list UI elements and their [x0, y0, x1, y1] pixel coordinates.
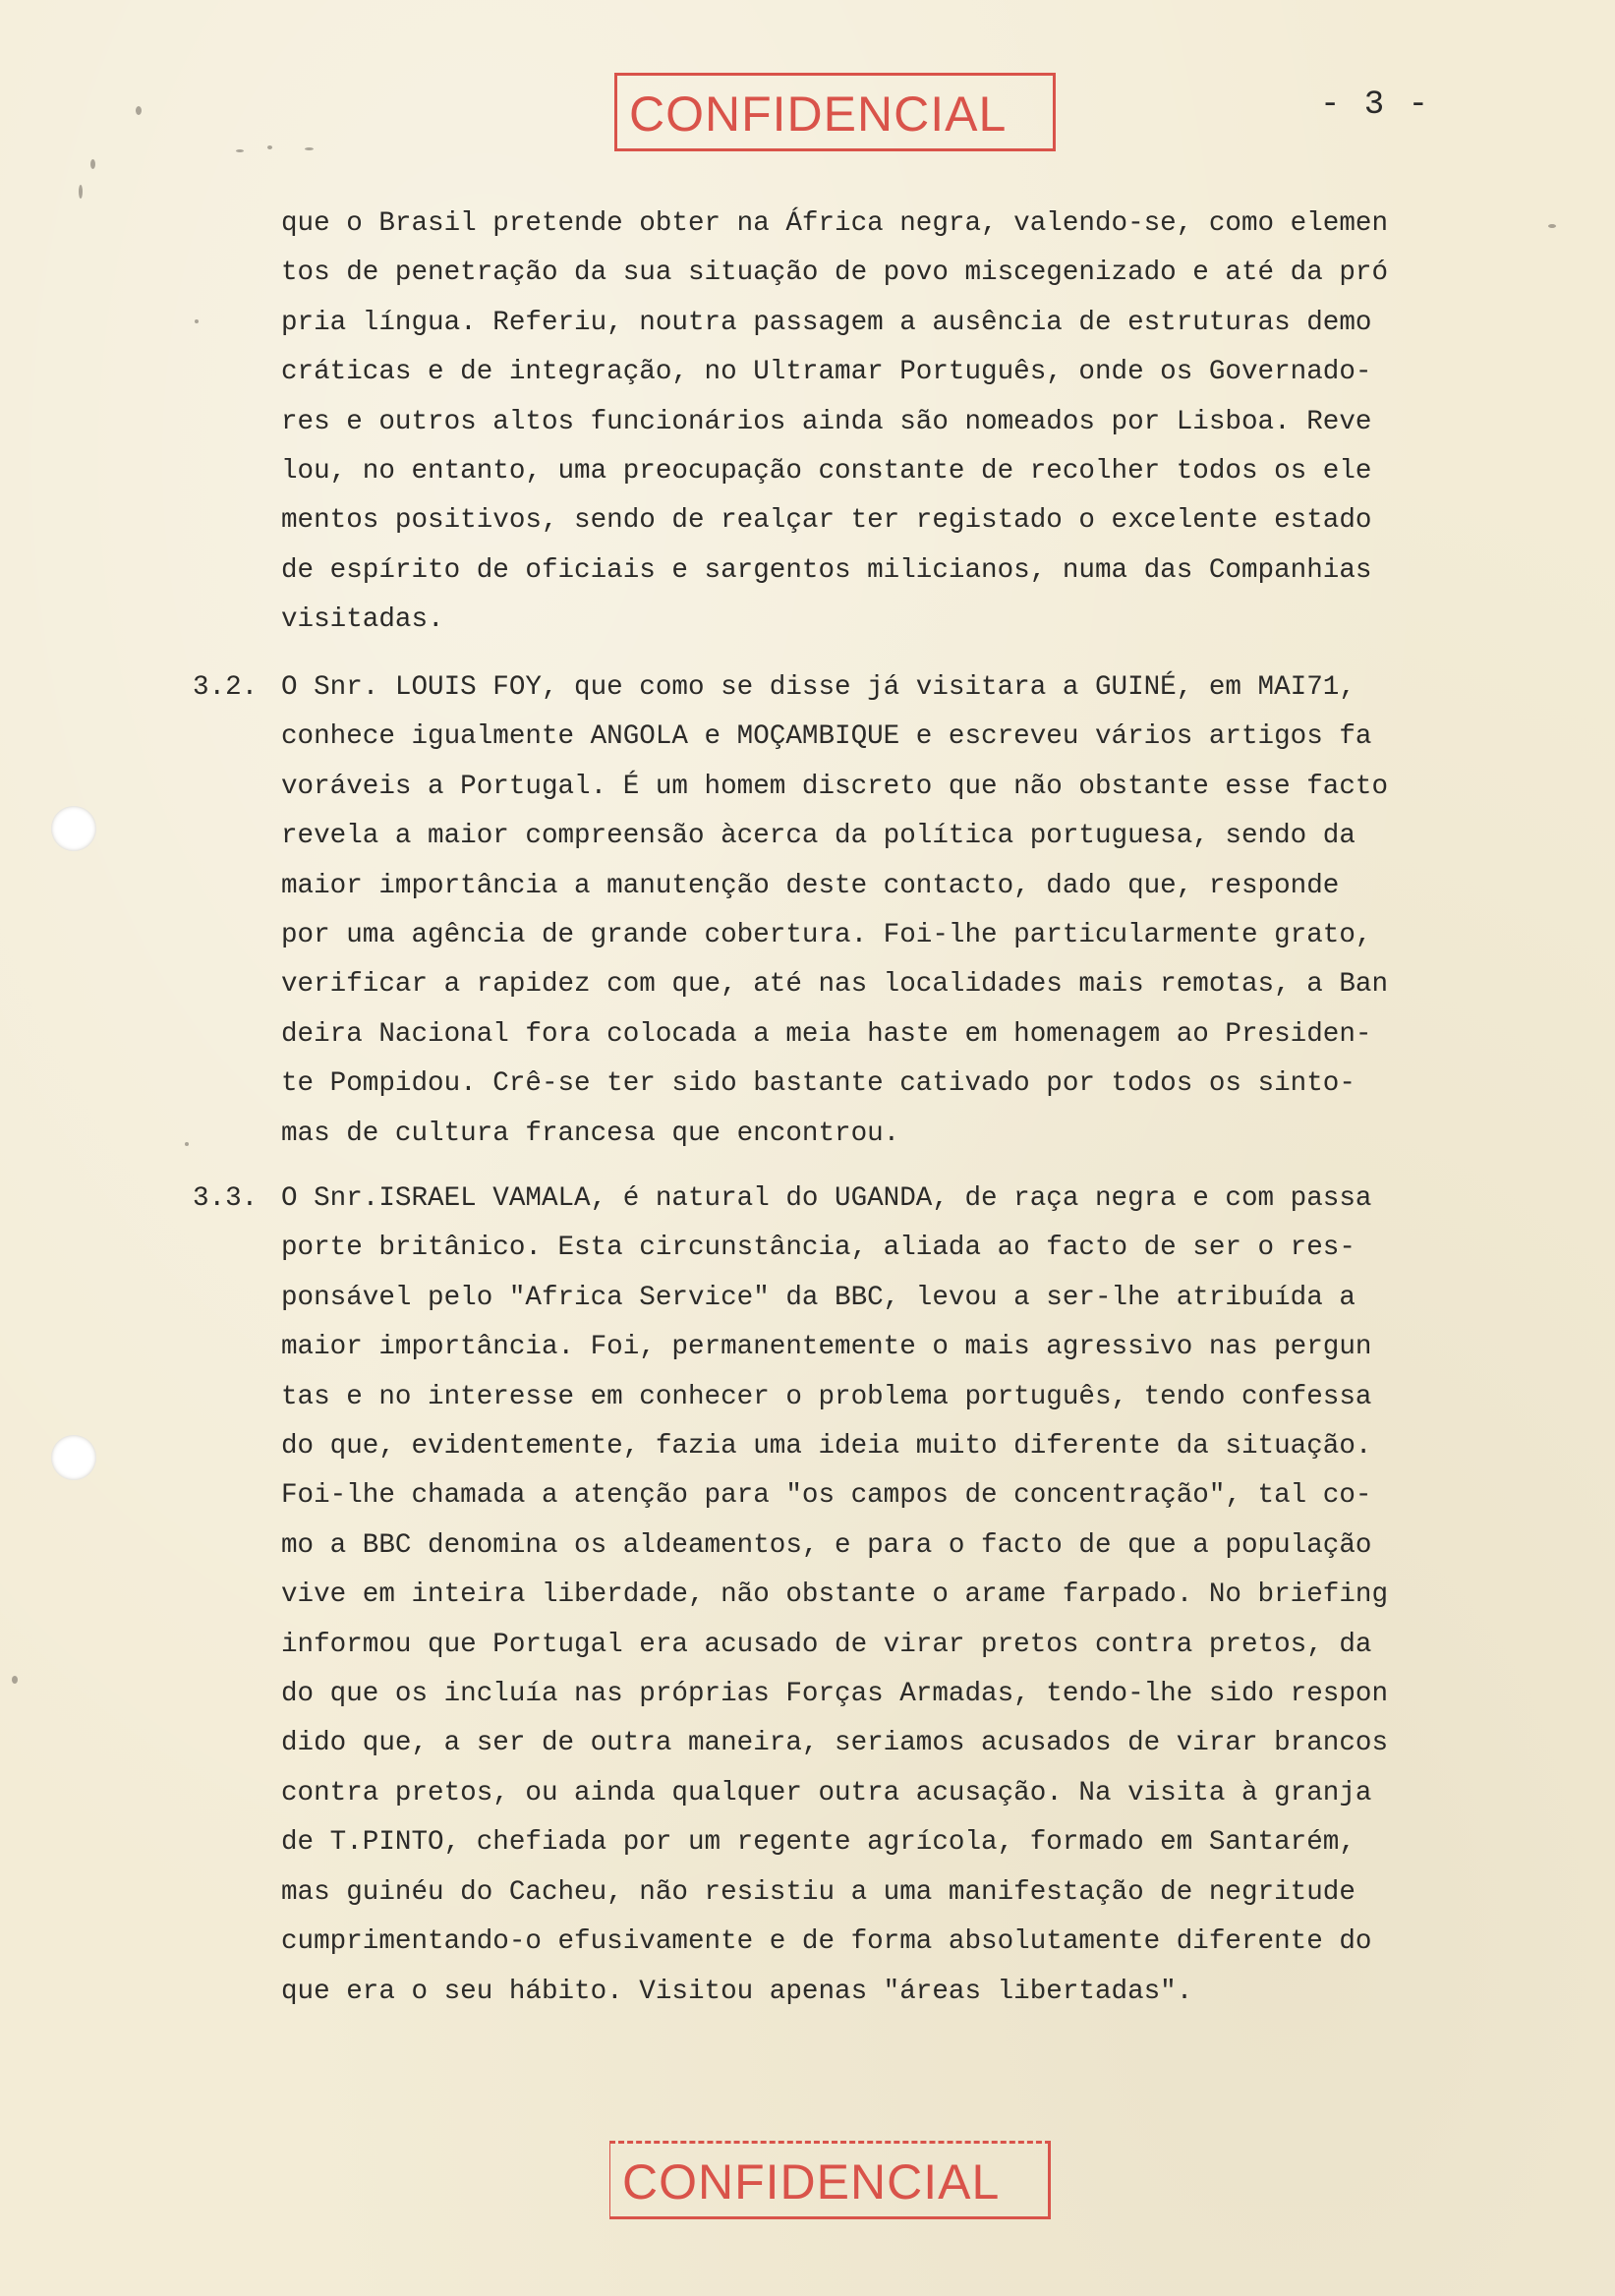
section-3-1-continued [281, 200, 1474, 646]
text-line: mentos positivos, sendo de realçar ter registado o excelente estado [281, 505, 1372, 537]
section-3-2 [281, 663, 1474, 1159]
punch-hole [51, 1435, 96, 1480]
text-line: cumprimentando-o efusivamente e de forma absolutamente diferente do [281, 1926, 1372, 1958]
text-line: porte britânico. Esta circunstância, aliada ao facto de ser o res- [281, 1233, 1355, 1264]
paper-speck [79, 185, 83, 199]
paper-speck [195, 319, 199, 323]
text-line: de T.PINTO, chefiada por um regente agrícola, formado em Santarém, [281, 1827, 1355, 1859]
paper-speck [236, 149, 244, 152]
text-line: do que, evidentemente, fazia uma ideia muito diferente da situação. [281, 1431, 1372, 1463]
text-line: que era o seu hábito. Visitou apenas "áreas libertadas". [281, 1976, 1193, 2007]
text-line: do que os incluía nas próprias Forças Armadas, tendo-lhe sido respon [281, 1679, 1389, 1710]
confidential-stamp-bottom: CONFIDENCIAL [609, 2141, 1051, 2219]
text-line: ponsável pelo "Africa Service" da BBC, levou a ser-lhe atribuída a [281, 1282, 1355, 1313]
text-line: que o Brasil pretende obter na África negra, valendo-se, como elemen [281, 208, 1389, 239]
paragraph-number-3-2: 3.2. [193, 672, 259, 703]
text-line: res e outros altos funcionários ainda são nomeados por Lisboa. Reve [281, 406, 1372, 437]
confidential-stamp-top: CONFIDENCIAL [614, 73, 1056, 151]
paper-speck [90, 159, 95, 169]
text-line: cráticas e de integração, no Ultramar Português, onde os Governado- [281, 357, 1372, 388]
text-line: de espírito de oficiais e sargentos milicianos, numa das Companhias [281, 554, 1372, 586]
paper-speck [136, 106, 142, 115]
text-line: tas e no interesse em conhecer o problema português, tendo confessa [281, 1381, 1372, 1412]
paper-speck [12, 1676, 18, 1684]
text-line: pria língua. Referiu, noutra passagem a ausência de estruturas demo [281, 307, 1372, 338]
text-line: conhece igualmente ANGOLA e MOÇAMBIQUE e escreveu vários artigos fa [281, 721, 1372, 753]
section-3-3 [281, 1175, 1474, 2017]
paper-speck [1548, 224, 1556, 228]
text-line: maior importância a manutenção deste contacto, dado que, responde [281, 870, 1340, 901]
text-line: O Snr. LOUIS FOY, que como se disse já visitara a GUINÉ, em MAI71, [281, 672, 1355, 703]
text-line: voráveis a Portugal. É um homem discreto que não obstante esse facto [281, 771, 1389, 802]
text-line: deira Nacional fora colocada a meia haste em homenagem ao Presiden- [281, 1018, 1372, 1050]
text-line: informou que Portugal era acusado de virar pretos contra pretos, da [281, 1629, 1372, 1660]
text-line: Foi-lhe chamada a atenção para "os campos de concentração", tal co- [281, 1480, 1372, 1512]
paper-speck [185, 1142, 189, 1146]
text-line: revela a maior compreensão àcerca da política portuguesa, sendo da [281, 821, 1355, 852]
text-line: maior importância. Foi, permanentemente o mais agressivo nas pergun [281, 1332, 1372, 1363]
text-line: tos de penetração da sua situação de povo miscegenizado e até da pró [281, 258, 1389, 289]
text-line: contra pretos, ou ainda qualquer outra acusação. Na visita à granja [281, 1777, 1372, 1808]
paper-speck [267, 145, 272, 149]
text-line: O Snr.ISRAEL VAMALA, é natural do UGANDA, de raça negra e com passa [281, 1183, 1372, 1214]
text-line: visitadas. [281, 604, 444, 636]
text-line: verificar a rapidez com que, até nas localidades mais remotas, a Ban [281, 969, 1389, 1001]
text-line: mas guinéu do Cacheu, não resistiu a uma manifestação de negritude [281, 1876, 1355, 1908]
text-line: mo a BBC denomina os aldeamentos, e para o facto de que a população [281, 1529, 1372, 1561]
text-line: por uma agência de grande cobertura. Foi-lhe particularmente grato, [281, 920, 1372, 951]
punch-hole [51, 806, 96, 851]
text-line: te Pompidou. Crê-se ter sido bastante cativado por todos os sinto- [281, 1068, 1355, 1100]
text-line: lou, no entanto, uma preocupação constante de recolher todos os ele [281, 456, 1372, 488]
page-number: - 3 - [1320, 86, 1431, 124]
text-line: vive em inteira liberdade, não obstante o arame farpado. No briefing [281, 1579, 1389, 1611]
text-line: dido que, a ser de outra maneira, seriamos acusados de virar brancos [281, 1728, 1389, 1759]
text-line: mas de cultura francesa que encontrou. [281, 1118, 900, 1149]
paper-speck [305, 147, 314, 150]
paragraph-number-3-3: 3.3. [193, 1183, 259, 1214]
